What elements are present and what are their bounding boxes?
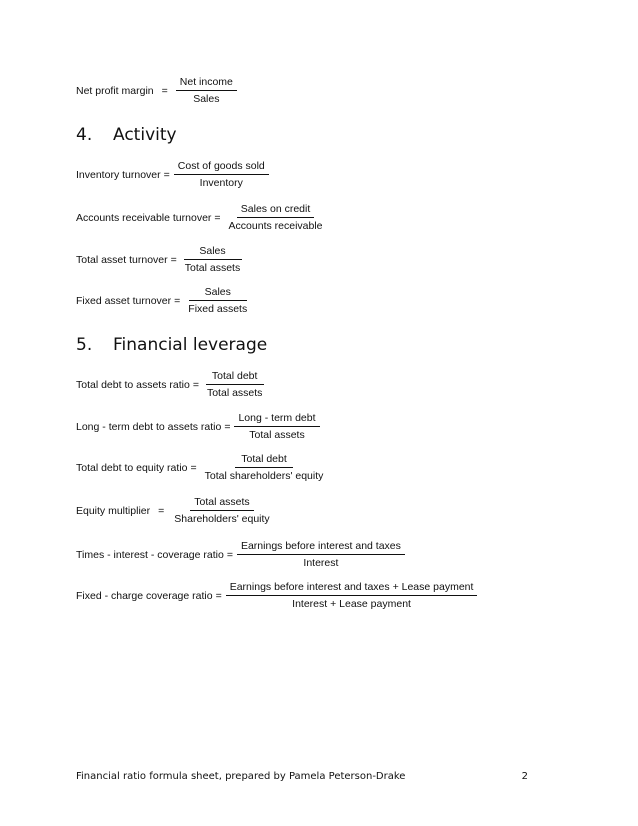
fraction [225, 203, 327, 232]
fraction [234, 412, 319, 441]
numerator: Sales on credit [237, 203, 314, 218]
numerator: Total debt [235, 453, 293, 468]
fraction [170, 496, 273, 525]
section-title: Activity [113, 125, 177, 145]
numerator: Earnings before interest and taxes + Lease payment [226, 581, 478, 596]
numerator: Sales [184, 245, 242, 260]
equals-sign: = [174, 294, 181, 307]
denominator: Accounts receivable [228, 220, 323, 232]
page-footer [76, 771, 528, 782]
numerator: Net income [176, 76, 237, 91]
formula-label: Total debt to equity ratio [76, 461, 188, 474]
numerator: Earnings before interest and taxes [237, 540, 405, 555]
equals-sign: = [226, 548, 233, 561]
equals-sign: = [161, 84, 168, 97]
formula-fixed-charge-coverage [76, 581, 477, 610]
fraction [184, 286, 251, 315]
formula-total-debt-to-assets [76, 370, 266, 399]
denominator: Total assets [206, 387, 263, 399]
fraction [176, 76, 237, 105]
formula-total-debt-to-equity [76, 453, 327, 482]
equals-sign: = [158, 504, 165, 517]
formula-label: Equity multiplier [76, 504, 151, 517]
fraction [237, 540, 405, 569]
formula-label: Net profit margin [76, 84, 154, 97]
formula-label: Inventory turnover [76, 168, 161, 181]
page-number: 2 [521, 771, 528, 782]
formula-long-term-debt-to-assets [76, 412, 320, 441]
equals-sign: = [163, 168, 170, 181]
fraction [174, 160, 269, 189]
formula-accounts-receivable-turnover [76, 203, 327, 232]
formula-label: Accounts receivable turnover [76, 211, 212, 224]
denominator: Sales [193, 93, 220, 105]
footer-text: Financial ratio formula sheet, prepared by Pamela Peterson-Drake [76, 771, 406, 782]
section-number: 4. [76, 125, 93, 145]
denominator: Fixed assets [188, 303, 248, 315]
denominator: Interest [303, 557, 339, 569]
formula-label: Long - term debt to assets ratio [76, 420, 222, 433]
formula-times-interest-coverage [76, 540, 405, 569]
fraction [201, 453, 328, 482]
denominator: Total assets [184, 262, 241, 274]
formula-label: Fixed asset turnover [76, 294, 172, 307]
numerator: Total assets [190, 496, 253, 511]
equals-sign: = [170, 253, 177, 266]
formula-label: Times - interest - coverage ratio [76, 548, 224, 561]
denominator: Inventory [199, 177, 243, 189]
denominator: Shareholders' equity [174, 513, 270, 525]
numerator: Sales [189, 286, 247, 301]
section-heading-activity [76, 125, 177, 145]
equals-sign: = [215, 589, 222, 602]
formula-net-profit-margin [76, 76, 237, 105]
formula-total-asset-turnover [76, 245, 244, 274]
section-heading-financial-leverage [76, 335, 267, 355]
equals-sign: = [224, 420, 231, 433]
section-title: Financial leverage [113, 335, 268, 355]
denominator: Total shareholders' equity [204, 470, 324, 482]
formula-equity-multiplier [76, 496, 274, 525]
numerator: Cost of goods sold [174, 160, 269, 175]
denominator: Interest + Lease payment [292, 598, 411, 610]
fraction [203, 370, 266, 399]
section-number: 5. [76, 335, 93, 355]
equals-sign: = [192, 378, 199, 391]
formula-label: Total debt to assets ratio [76, 378, 190, 391]
numerator: Total debt [206, 370, 264, 385]
fraction [181, 245, 244, 274]
equals-sign: = [214, 211, 221, 224]
equals-sign: = [190, 461, 197, 474]
formula-fixed-asset-turnover [76, 286, 251, 315]
denominator: Total assets [249, 429, 305, 441]
numerator: Long - term debt [234, 412, 319, 427]
formula-label: Total asset turnover [76, 253, 168, 266]
fraction [226, 581, 478, 610]
formula-inventory-turnover [76, 160, 269, 189]
formula-label: Fixed - charge coverage ratio [76, 589, 213, 602]
